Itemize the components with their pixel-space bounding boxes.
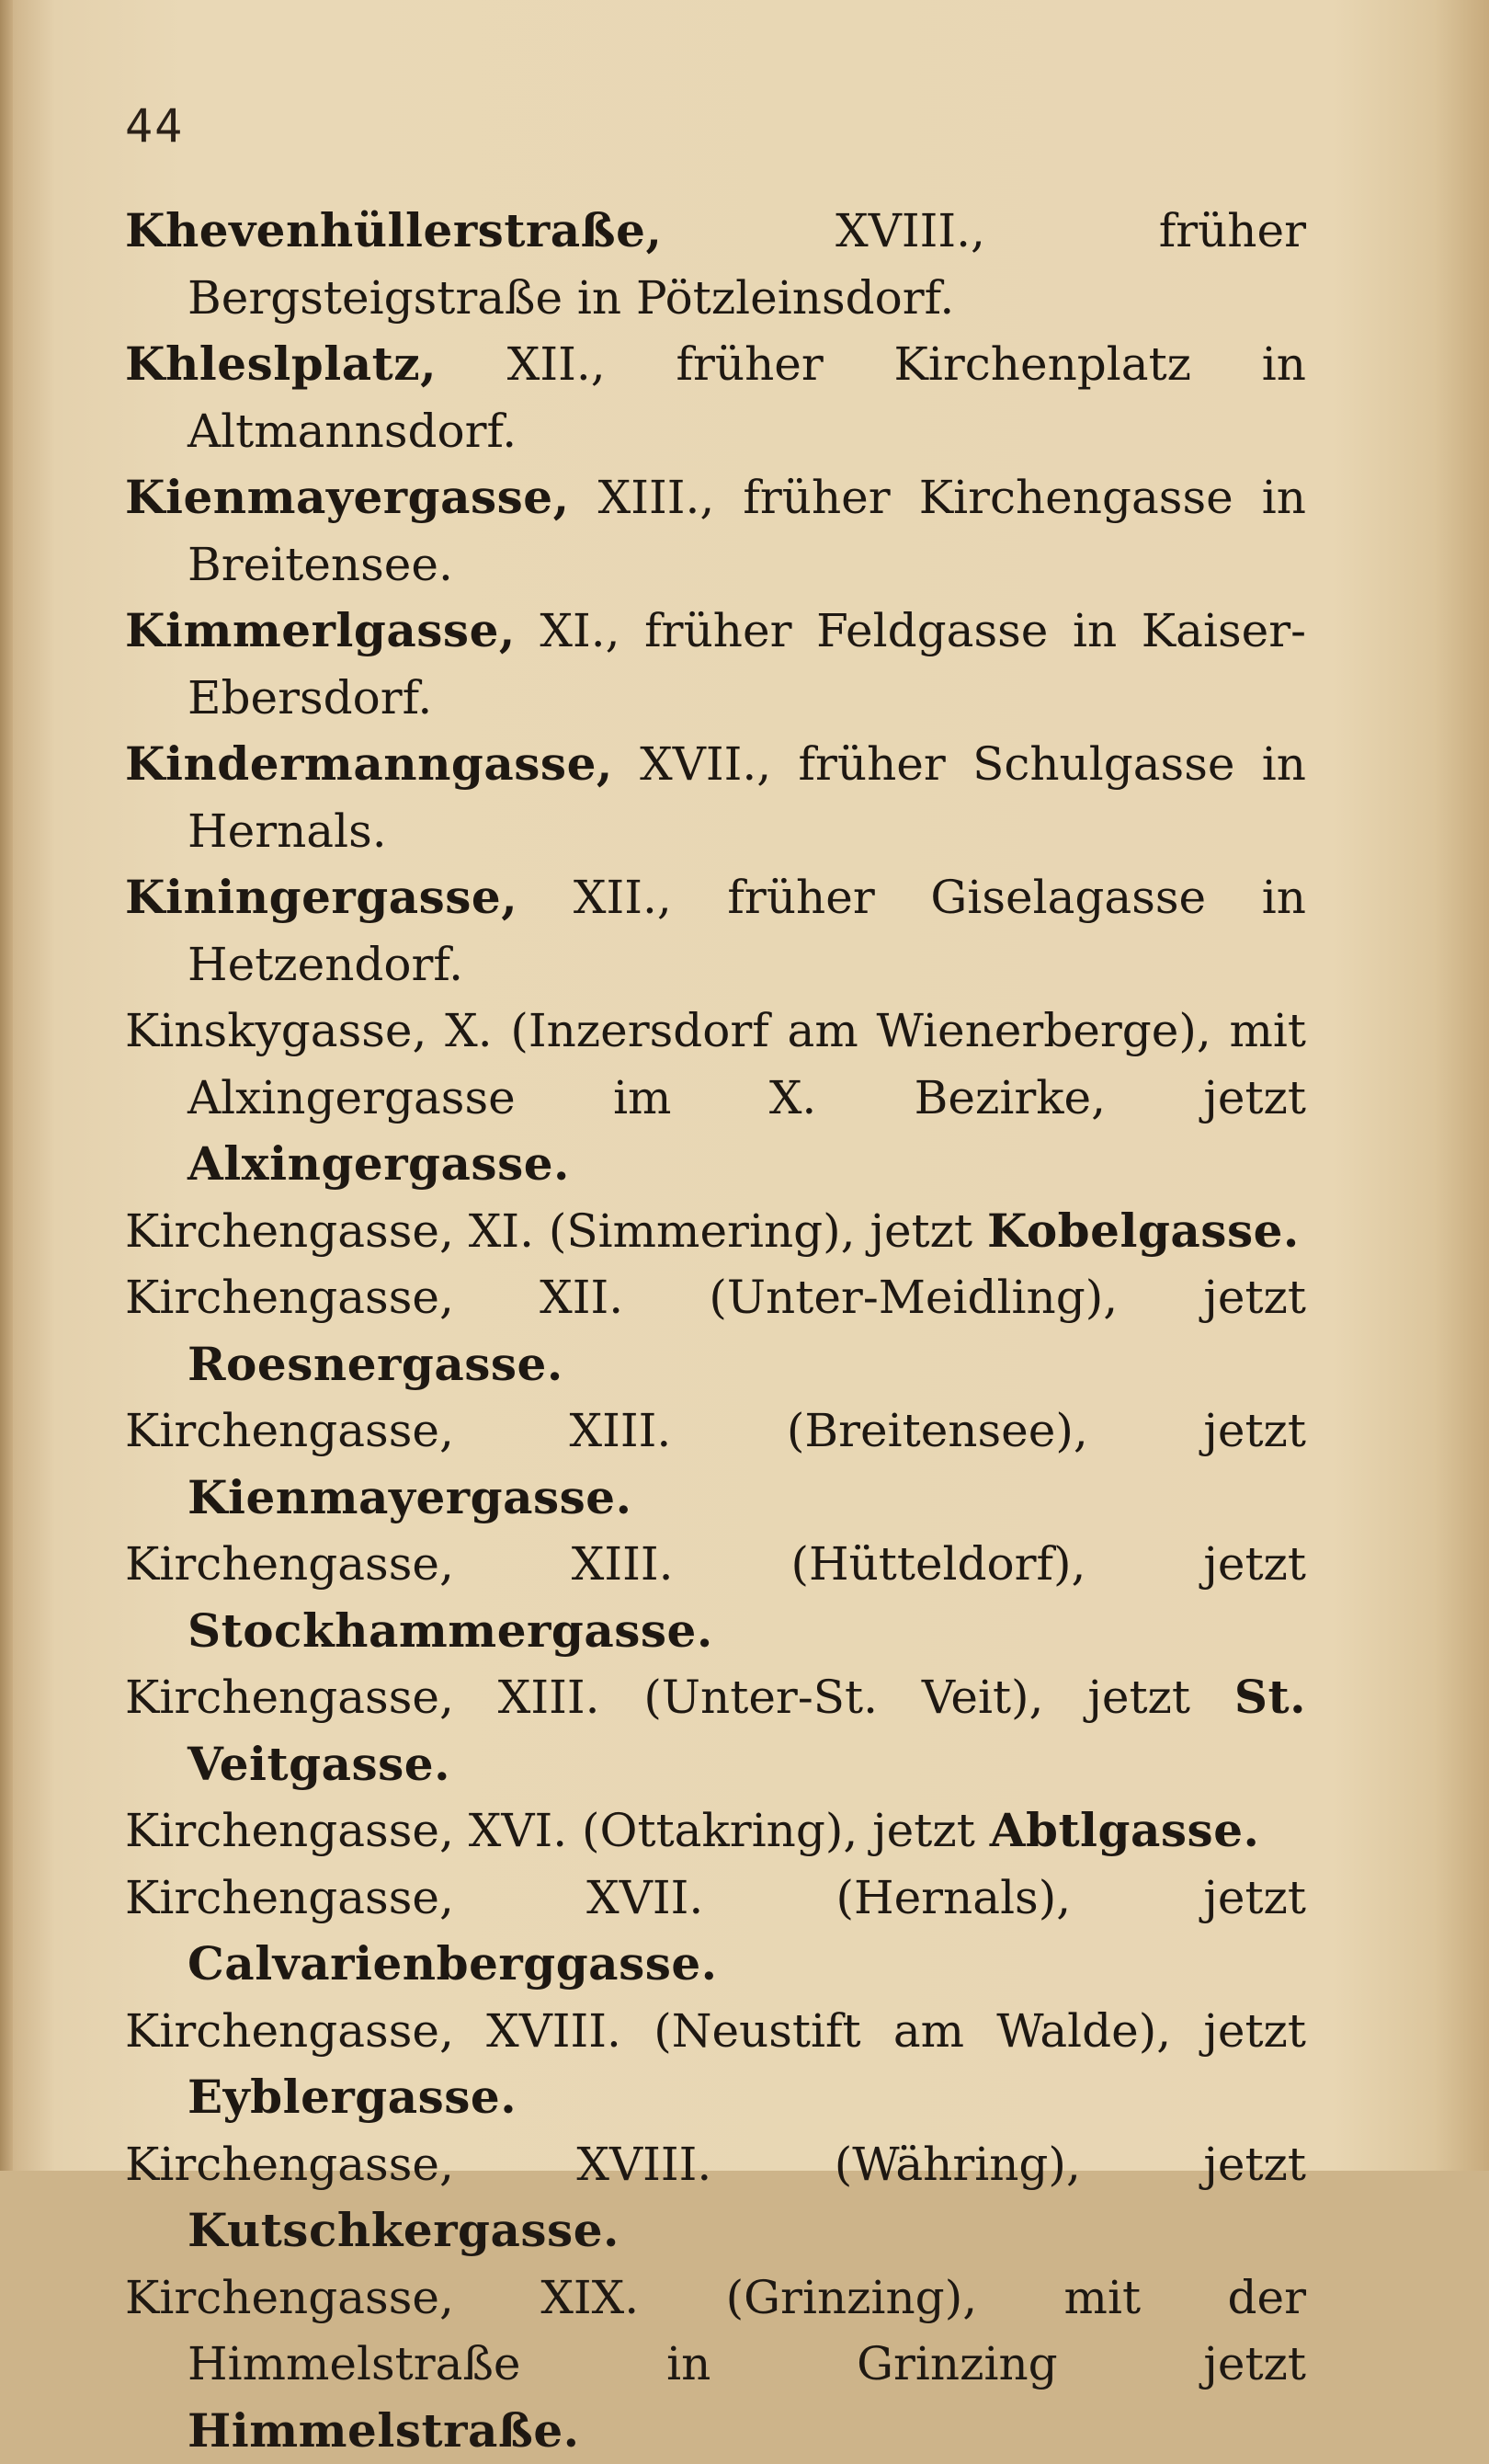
index-entry (125, 1264, 1306, 1397)
entry-reference: Roesnergasse. (188, 1337, 563, 1391)
entry-reference: Himmelstraße. (188, 2403, 580, 2458)
entry-reference: Kobelgasse. (987, 1203, 1300, 1258)
entry-text: XII., früher Kirchenplatz in Altmannsdorf. (188, 337, 1306, 458)
entry-text: Kirchengasse, XVIII. (Währing), jetzt (125, 2138, 1306, 2191)
entry-headword: Khleslplatz, (125, 337, 437, 391)
index-entry (125, 1797, 1306, 1865)
index-entry (125, 1865, 1306, 1998)
index-entry (125, 198, 1306, 331)
entry-headword: Kiningergasse, (125, 870, 517, 924)
entry-text: Kirchengasse, XVII. (Hernals), jetzt (125, 1871, 1306, 1924)
index-entry (125, 1664, 1306, 1797)
index-entry (125, 731, 1306, 864)
page-gutter (0, 0, 13, 2171)
entry-text: XII., früher Giselagasse in Hetzendorf. (188, 871, 1306, 991)
entry-reference: Abtlgasse. (990, 1803, 1260, 1857)
entry-text: XVII., früher Schulgasse in Hernals. (188, 737, 1306, 858)
entry-headword: Khevenhüllerstraße, (125, 203, 662, 257)
index-entry (125, 1531, 1306, 1664)
index-entry (125, 864, 1306, 998)
entry-text: Kirchengasse, XIII. (Breitensee), jetzt (125, 1404, 1306, 1457)
entry-reference: Calvarienberggasse. (188, 1936, 718, 1991)
page-number: 44 (125, 99, 184, 153)
index-entry (125, 598, 1306, 731)
entry-text: Kinskygasse, X. (Inzersdorf am Wienerberge), mit Alxingergasse im X. Bezirke, jetzt (125, 1004, 1306, 1124)
entry-reference: Stockhammergasse. (188, 1603, 713, 1658)
index-entry (125, 2131, 1306, 2264)
entry-text: XIII., früher Kirchengasse in Breitensee. (188, 471, 1306, 591)
entry-reference: St. Veitgasse. (188, 1670, 1306, 1791)
entry-text: Kirchengasse, XIII. (Hütteldorf), jetzt (125, 1537, 1306, 1591)
entry-headword: Kienmayergasse, (125, 470, 570, 524)
index-entry (125, 464, 1306, 598)
entry-text: Kirchengasse, XVI. (Ottakring), jetzt (125, 1804, 990, 1857)
index-entry (125, 2264, 1306, 2464)
index-entry (125, 1998, 1306, 2131)
entry-text: Kirchengasse, XVIII. (Neustift am Walde), jetzt (125, 2004, 1306, 2058)
entry-headword: Kindermanngasse, (125, 736, 613, 791)
entry-text: XVIII., früher Bergsteigstraße in Pötzleinsdorf. (188, 204, 1306, 325)
index-entry (125, 331, 1306, 464)
entry-reference: Kutschkergasse. (188, 2203, 619, 2257)
index-entry (125, 1198, 1306, 1265)
entry-reference: Alxingergasse. (188, 1136, 570, 1191)
entry-text: Kirchengasse, XI. (Simmering), jetzt (125, 1204, 987, 1258)
entry-headword: Kimmerlgasse, (125, 603, 516, 657)
index-entry (125, 1397, 1306, 1531)
entry-text: Kirchengasse, XIX. (Grinzing), mit der Himmelstraße in Grinzing jetzt (125, 2271, 1306, 2391)
entry-text: Kirchengasse, XII. (Unter-Meidling), jetzt (125, 1271, 1306, 1324)
entry-reference: Kienmayergasse. (188, 1470, 632, 1524)
street-index-entries (125, 198, 1306, 2464)
entry-text: Kirchengasse, XIII. (Unter-St. Veit), jetzt (125, 1671, 1234, 1724)
entry-reference: Eyblergasse. (188, 2070, 517, 2124)
index-entry (125, 998, 1306, 1198)
entry-text: XI., früher Feldgasse in Kaiser-Ebersdorf. (188, 604, 1306, 724)
